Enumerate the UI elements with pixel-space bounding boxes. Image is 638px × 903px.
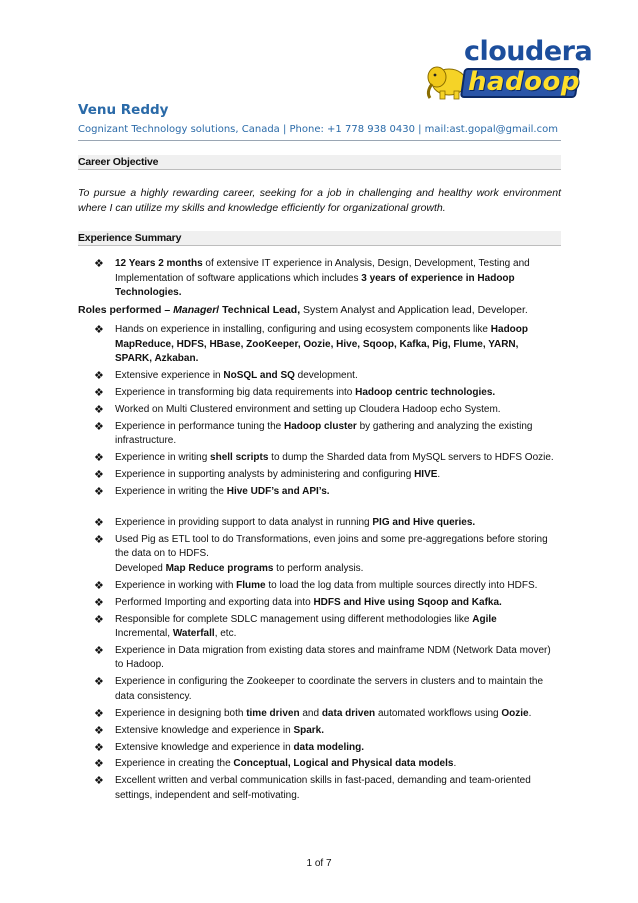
list-item: ❖ Experience in writing shell scripts to dump the Sharded data from MySQL servers to HDFS Oozie. — [94, 451, 554, 464]
list-item: ❖ Experience in performance tuning the Hadoop cluster by gathering and analyzing the existing infrastructure. — [94, 420, 533, 447]
diamond-bullet-icon: ❖ — [94, 386, 104, 399]
list-item: ❖ Experience in creating the Conceptual, Logical and Physical data models. — [94, 758, 457, 771]
page-number: 1 of 7 — [306, 858, 332, 869]
list-item: ❖ Experience in supporting analysts by administering and configuring HIVE. — [94, 468, 441, 481]
roles-performed: Roles performed – Manager/ Technical Lead, System Analyst and Application lead, Developer. — [78, 304, 528, 316]
list-item: ❖ Experience in designing both time driven and data driven automated workflows using Oozie. — [94, 707, 532, 720]
career-objective-text: To pursue a highly rewarding career, seeking for a job in challenging and healthy work environment where I can utilize my skills and knowledge efficiently for organizational growth. — [78, 187, 561, 214]
career-objective-header — [78, 155, 561, 170]
list-item: ❖ Experience in configuring the Zookeeper to coordinate the servers in clusters and to maintain the data consistency. — [94, 676, 544, 702]
diamond-bullet-icon: ❖ — [94, 517, 104, 529]
experience-skills-list — [94, 323, 554, 502]
list-item: ❖ Experience in Data migration from existing data stores and mainframe NDM (Network Data mover) to Hadoop. — [94, 644, 551, 671]
diamond-bullet-icon: ❖ — [94, 758, 104, 771]
diamond-bullet-icon: ❖ — [94, 596, 104, 609]
diamond-bullet-icon: ❖ — [94, 724, 104, 737]
diamond-bullet-icon: ❖ — [94, 369, 104, 382]
list-item: ❖ Experience in writing the Hive UDF’s and API’s. — [94, 485, 330, 498]
diamond-bullet-icon: ❖ — [94, 579, 104, 592]
list-item: ❖ Experience in transforming big data requirements into Hadoop centric technologies. — [94, 386, 496, 399]
list-item: ❖ Experience in working with Flume to load the log data from multiple sources directly into HDFS. — [94, 579, 538, 592]
diamond-bullet-icon: ❖ — [94, 741, 104, 754]
contact-line: Cognizant Technology solutions, Canada | Phone: +1 778 938 0430 | mail:ast.gopal@gmail.com — [78, 124, 558, 135]
list-item: ❖ Hands on experience in installing, configuring and using ecosystem components like Hadoop MapReduce, HDFS, HBase, ZooKeeper, Oozie, Hive, Sqoop, Kafka, Pig, Flume, YARN, SPARK, Azkaban. — [94, 324, 528, 364]
experience-intro-list — [94, 257, 554, 303]
diamond-bullet-icon: ❖ — [94, 485, 104, 498]
diamond-bullet-icon: ❖ — [94, 403, 104, 416]
diamond-bullet-icon: ❖ — [94, 451, 104, 464]
cloudera-wordmark: cloudera — [464, 36, 593, 67]
diamond-bullet-icon: ❖ — [94, 420, 104, 433]
diamond-bullet-icon: ❖ — [94, 258, 104, 270]
diamond-bullet-icon: ❖ — [94, 676, 104, 689]
list-item: ❖ Performed Importing and exporting data into HDFS and Hive using Sqoop and Kafka. — [94, 596, 502, 609]
cloudera-hadoop-logo — [424, 36, 593, 104]
diamond-bullet-icon: ❖ — [94, 613, 104, 626]
list-item: ❖ 12 Years 2 months of extensive IT experience in Analysis, Design, Development, Testing and Implementation of software applications which includes 3 years of experience in Hadoop Technologies. — [94, 258, 530, 298]
list-item: ❖ Worked on Multi Clustered environment and setting up Cloudera Hadoop echo System. — [94, 403, 501, 416]
section-title: Experience Summary — [78, 232, 182, 244]
header-divider — [78, 140, 561, 141]
list-item: ❖ Experience in providing support to data analyst in running PIG and Hive queries. — [94, 517, 476, 529]
diamond-bullet-icon: ❖ — [94, 324, 104, 336]
list-item: ❖ Used Pig as ETL tool to do Transformations, even joins and some pre-aggregations before storing the data on to HDFS. Developed Map Reduce programs to perform analysis. — [94, 533, 548, 574]
diamond-bullet-icon: ❖ — [94, 644, 104, 657]
candidate-name: Venu Reddy — [78, 102, 169, 118]
diamond-bullet-icon: ❖ — [94, 775, 104, 788]
experience-details-list — [94, 516, 554, 806]
list-item: ❖ Extensive experience in NoSQL and SQ development. — [94, 369, 358, 382]
diamond-bullet-icon: ❖ — [94, 707, 104, 720]
diamond-bullet-icon: ❖ — [94, 468, 104, 481]
hadoop-wordmark: hadoop — [468, 67, 581, 97]
list-item: ❖ Extensive knowledge and experience in data modeling. — [94, 741, 365, 754]
list-item: ❖ Excellent written and verbal communication skills in fast-paced, demanding and team-oriented settings, independent and self-motivating. — [94, 775, 531, 801]
diamond-bullet-icon: ❖ — [94, 533, 104, 546]
list-item: ❖ Responsible for complete SDLC management using different methodologies like Agile Incremental, Waterfall, etc. — [94, 613, 497, 640]
section-title: Career Objective — [78, 156, 159, 168]
list-item: ❖ Extensive knowledge and experience in Spark. — [94, 724, 325, 737]
experience-summary-header — [78, 231, 561, 246]
